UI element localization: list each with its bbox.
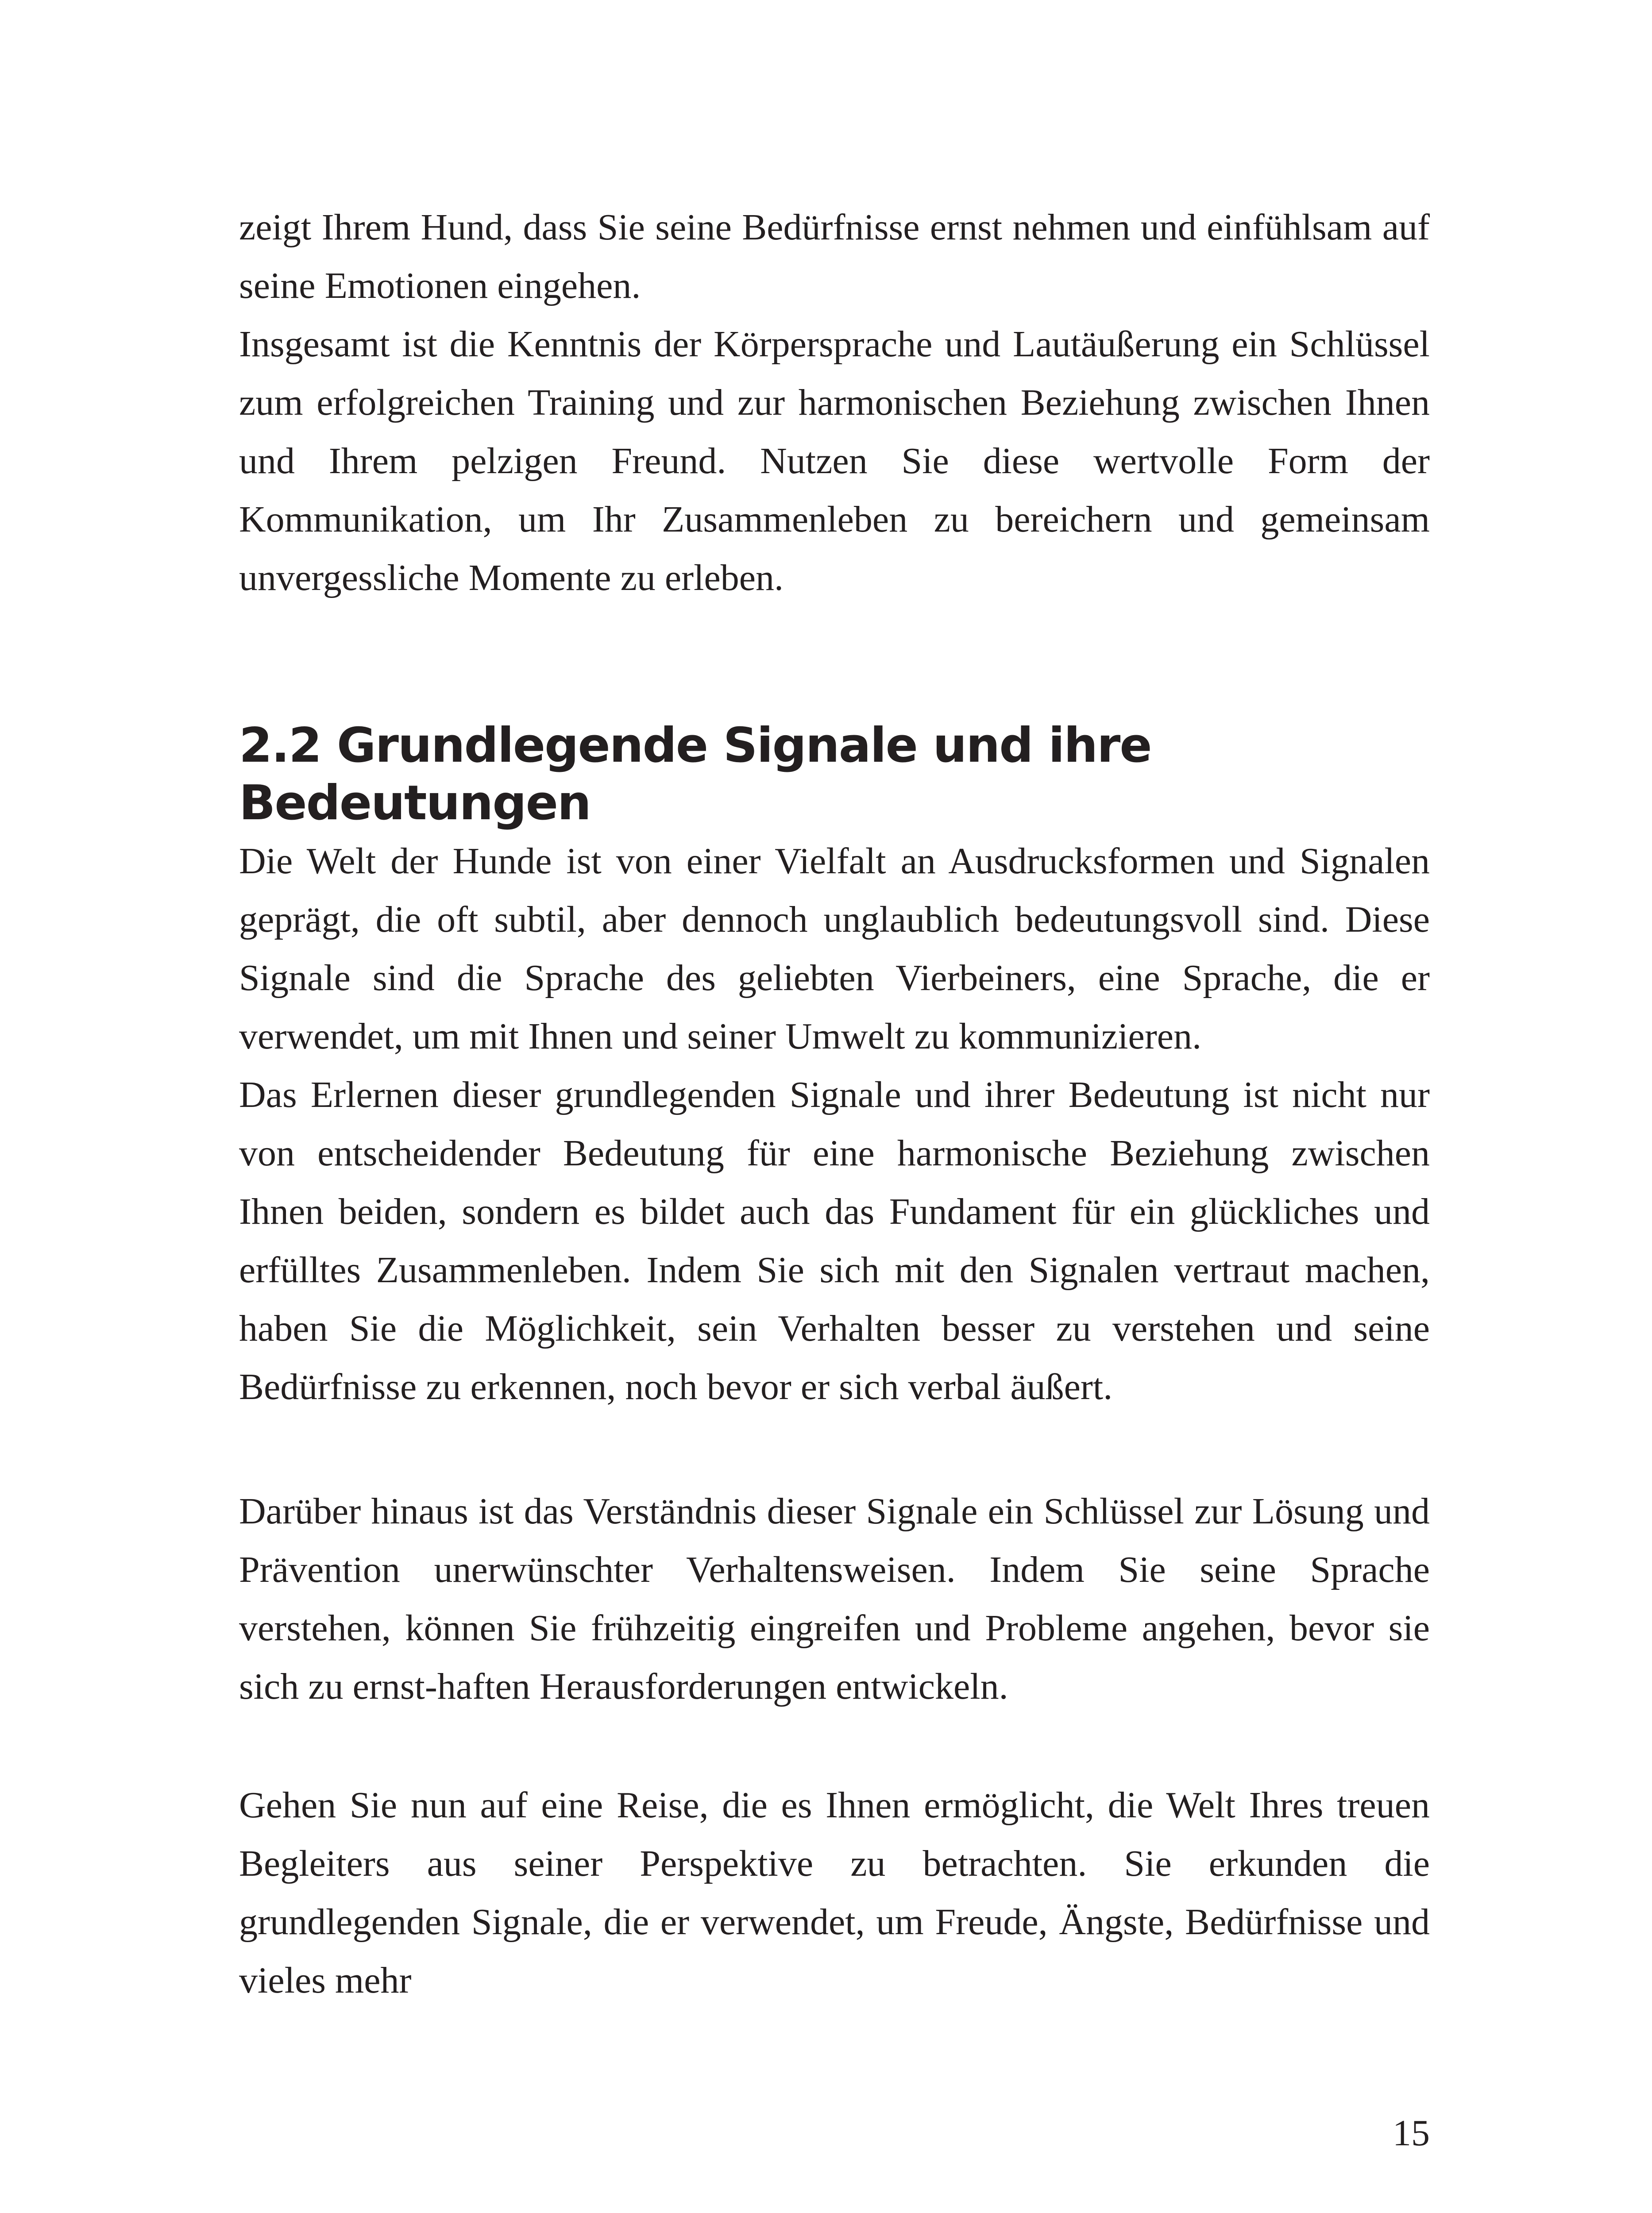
paragraph: Darüber hinaus ist das Verständnis dieser Signale ein Schlüssel zur Lösung und Prävention unerwünschter Verhaltensweisen. Indem Sie seine Sprache verstehen, können Sie frühzeitig eingreifen und Probleme angehen, bevor sie sich zu ernst-haften Herausforderungen entwickeln. xyxy=(239,1491,1430,1707)
paragraph: Gehen Sie nun auf eine Reise, die es Ihnen ermöglicht, die Welt Ihres treuen Begleiters aus seiner Perspektive zu betrachten. Sie erkunden die grundlegenden Signale, die er verwendet, um Freude, Ängste, Bedürfnisse und vieles mehr xyxy=(239,1785,1430,2001)
paragraph: zeigt Ihrem Hund, dass Sie seine Bedürfnisse ernst nehmen und einfühlsam auf seine Emotionen eingehen. xyxy=(239,207,1430,306)
text-block-intro xyxy=(239,832,1430,1416)
paragraph: Das Erlernen dieser grundlegenden Signale und ihrer Bedeutung ist nicht nur von entscheidender Bedeutung für eine harmonische Beziehung zwischen Ihnen beiden, sondern es bildet auch das Fundament für ein glückliches und erfülltes Zusammenleben. Indem Sie sich mit den Signalen vertraut machen, haben Sie die Möglichkeit, sein Verhalten besser zu verstehen und seine Bedürfnisse zu erkennen, noch bevor er sich verbal äußert. xyxy=(239,1074,1430,1407)
page-number: 15 xyxy=(1393,2113,1430,2154)
paragraph: Die Welt der Hunde ist von einer Vielfalt an Ausdrucksformen und Signalen geprägt, die oft subtil, aber dennoch unglaublich bedeutungsvoll sind. Diese Signale sind die Sprache des geliebten Vierbeiners, eine Sprache, die er verwendet, um mit Ihnen und seiner Umwelt zu kommunizieren. xyxy=(239,840,1430,1057)
paragraph: Insgesamt ist die Kenntnis der Körpersprache und Lautäußerung ein Schlüssel zum erfolgreichen Training und zur harmonischen Beziehung zwischen Ihnen und Ihrem pelzigen Freund. Nutzen Sie diese wertvolle Form der Kommunikation, um Ihr Zusammenleben zu bereichern und gemeinsam unvergessliche Momente zu erleben. xyxy=(239,324,1430,598)
section-heading: 2.2 Grundlegende Signale und ihre Bedeutungen xyxy=(239,718,1151,831)
text-block-prevention xyxy=(239,1482,1430,1716)
text-block-journey xyxy=(239,1776,1430,2010)
text-block-continuation xyxy=(239,198,1430,607)
